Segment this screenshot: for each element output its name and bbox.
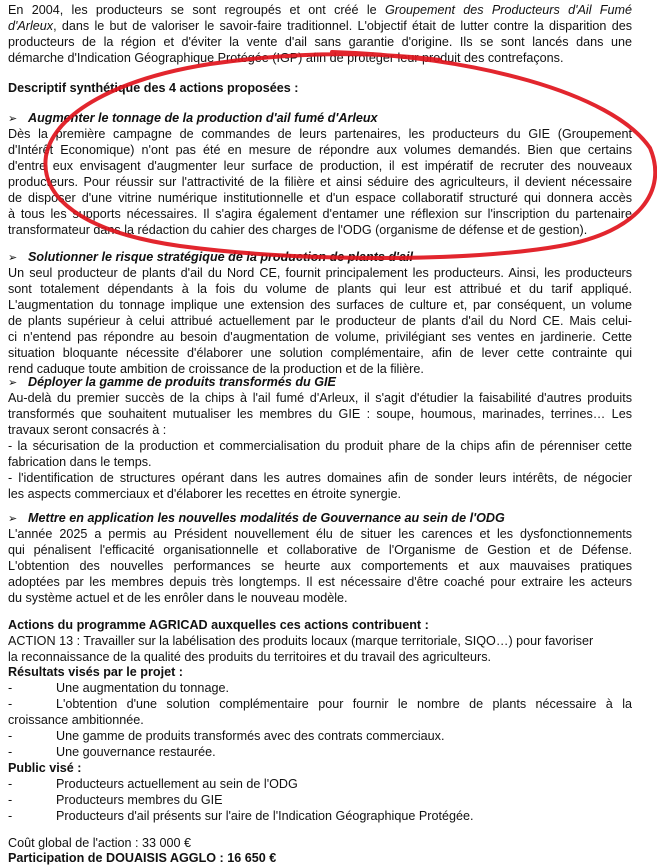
intro-line-4: démarche d'Indication Géographique Protégée (IGP) afin de protéger leur produit des contrefaçons.	[8, 51, 564, 65]
action4-line: qui pénalisent l'efficacité organisationnelle et collaborative de l'Organisme de Gestion et de Défense.	[8, 543, 632, 557]
public-item: - Producteurs membres du GIE	[8, 793, 223, 807]
action2-line: de plants supérieur à celui attribué actuellement par le producteur de plants d'ail du Nord CE. Mais celui-	[8, 314, 632, 328]
action3-line: transformés que souhaitent mutualiser les membres du GIE : soupe, houmous, marinades, terrines… Les	[8, 407, 632, 421]
arrow-bullet-icon: ➢	[8, 377, 18, 389]
resultats-item: - L'obtention d'une solution complémentaire pour fournir le nombre de plants nécessaire à la	[8, 697, 632, 711]
action3-line: les aspects commerciaux et d'élaborer les recettes en étroite synergie.	[8, 487, 401, 501]
arrow-bullet-icon: ➢	[8, 252, 18, 264]
action1-title: Augmenter le tonnage de la production d'ail fumé d'Arleux	[28, 111, 378, 125]
action1-line: transformateur dans la rédaction du cahier des charges de l'ODG (organisme de défense et de gestion).	[8, 223, 588, 237]
public-item: - Producteurs actuellement au sein de l'ODG	[8, 777, 298, 791]
agricad-line: la reconnaissance de la qualité des produits du territoires et du travail des agriculteurs.	[8, 650, 492, 664]
action2-heading	[8, 249, 413, 266]
resultats-item-cont: croissance ambitionnée.	[8, 713, 144, 727]
action2-line: situation bloquante nécessite d'élaborer une solution complémentaire, afin de lever cette contrainte qui	[8, 346, 632, 360]
action4-line: L'année 2025 a permis au Président nouvellement élu de situer les carences et les dysfonctionnements	[8, 527, 632, 541]
action3-heading	[8, 374, 336, 391]
descriptif-heading: Descriptif synthétique des 4 actions proposées :	[8, 81, 299, 95]
action1-line: producteurs. Pour réussir sur l'attractivité de la filière et ainsi séduire des agriculteurs, il devient nécessaire	[8, 175, 632, 189]
action3-line: - l'identification de structures opérant dans les autres domaines afin de sonder leurs intérêts, de négocier	[8, 471, 632, 485]
resultats-item: - Une augmentation du tonnage.	[8, 681, 229, 695]
action1-line: d'entre eux envisagent d'augmenter leur surface de production, il est impératif de recruter des nouveaux	[8, 159, 632, 173]
resultats-heading: Résultats visés par le projet :	[8, 665, 183, 679]
action2-title: Solutionner le risque stratégique de la production de plants d'ail	[28, 250, 414, 264]
action3-line: - la sécurisation de la production et commercialisation du produit phare de la chips afin de pérenniser cette	[8, 439, 632, 453]
agricad-heading: Actions du programme AGRICAD auxquelles ces actions contribuent :	[8, 618, 429, 632]
arrow-bullet-icon: ➢	[8, 513, 18, 525]
agricad-line: ACTION 13 : Travailler sur la labélisation des produits locaux (marque territoriale, SIQO…) pour favoriser	[8, 634, 594, 648]
arrow-bullet-icon: ➢	[8, 113, 18, 125]
intro-line-1: En 2004, les producteurs se sont regroupés et ont créé le Groupement des Producteurs d'Ail Fumé	[8, 3, 632, 17]
public-item: - Producteurs d'ail présents sur l'aire de l'Indication Géographique Protégée.	[8, 809, 474, 823]
action1-line: d'Intérêt Economique) n'ont pas été en mesure de répondre aux volumes demandés. Bien que certains	[8, 143, 632, 157]
cout-global: Coût global de l'action : 33 000 €	[8, 836, 192, 850]
action2-line: sont totalement dépendants à la fois du volume de plants qui leur est attribué et du tarif appliqué.	[8, 282, 632, 296]
action4-line: du système actuel et de les enrôler dans le nouveau modèle.	[8, 591, 348, 605]
action4-heading	[8, 510, 505, 527]
action4-title: Mettre en application les nouvelles modalités de Gouvernance au sein de l'ODG	[28, 511, 505, 525]
action3-line: fabrication dans le temps.	[8, 455, 152, 469]
action4-line: L'obtention des nouvelles performances se heurte aux comportements et aux mauvaises pratiques	[8, 559, 632, 573]
participation: Participation de DOUAISIS AGGLO : 16 650 €	[8, 851, 277, 865]
action2-line: Un seul producteur de plants d'ail du Nord CE, fournit principalement les producteurs. Ainsi, les producteurs	[8, 266, 632, 280]
action1-heading	[8, 110, 378, 127]
action3-line: Au-delà du premier succès de la chips à l'ail fumé d'Arleux, il s'agit d'étudier la faisabilité d'autres produits	[8, 391, 632, 405]
intro-line-3: producteurs de la région et d'éviter la vente d'ail sans garantie d'origine. Ils se sont lancés dans une	[8, 35, 632, 49]
action2-line: L'augmentation du tonnage implique une extension des surfaces de culture et, par conséquent, un volume	[8, 298, 632, 312]
resultats-item: - Une gamme de produits transformés avec des contrats commerciaux.	[8, 729, 445, 743]
action1-line: à tous les supports nécessaires. Il s'agira également d'entamer une réflexion sur l'inscription du partenaire	[8, 207, 632, 221]
action3-title: Déployer la gamme de produits transformés du GIE	[28, 375, 336, 389]
action1-line: de disposer d'une vitrine numérique institutionnelle et d'un espace collaboratif structuré qui donnera accès	[8, 191, 632, 205]
resultats-item: - Une gouvernance restaurée.	[8, 745, 216, 759]
action3-line: travaux seront consacrés à :	[8, 423, 167, 437]
action2-line: ci n'entend pas répondre au besoin d'augmentation de volume, privilégiant ses ventes en jardinerie. Cette	[8, 330, 632, 344]
intro-line-2: d'Arleux, dans le but de valoriser le savoir-faire traditionnel. L'objectif était de lutter contre la disparition des	[8, 19, 632, 33]
action2-line: rend caduque toute ambition de croissance de la production et de la filière.	[8, 362, 424, 376]
public-heading: Public visé :	[8, 761, 82, 775]
action1-line: Dès la première campagne de commandes de leurs partenaires, les producteurs du GIE (Groupement	[8, 127, 632, 141]
action4-line: adoptées par les membres depuis très longtemps. Il est nécessaire d'être coaché pour extraire les acteurs	[8, 575, 632, 589]
